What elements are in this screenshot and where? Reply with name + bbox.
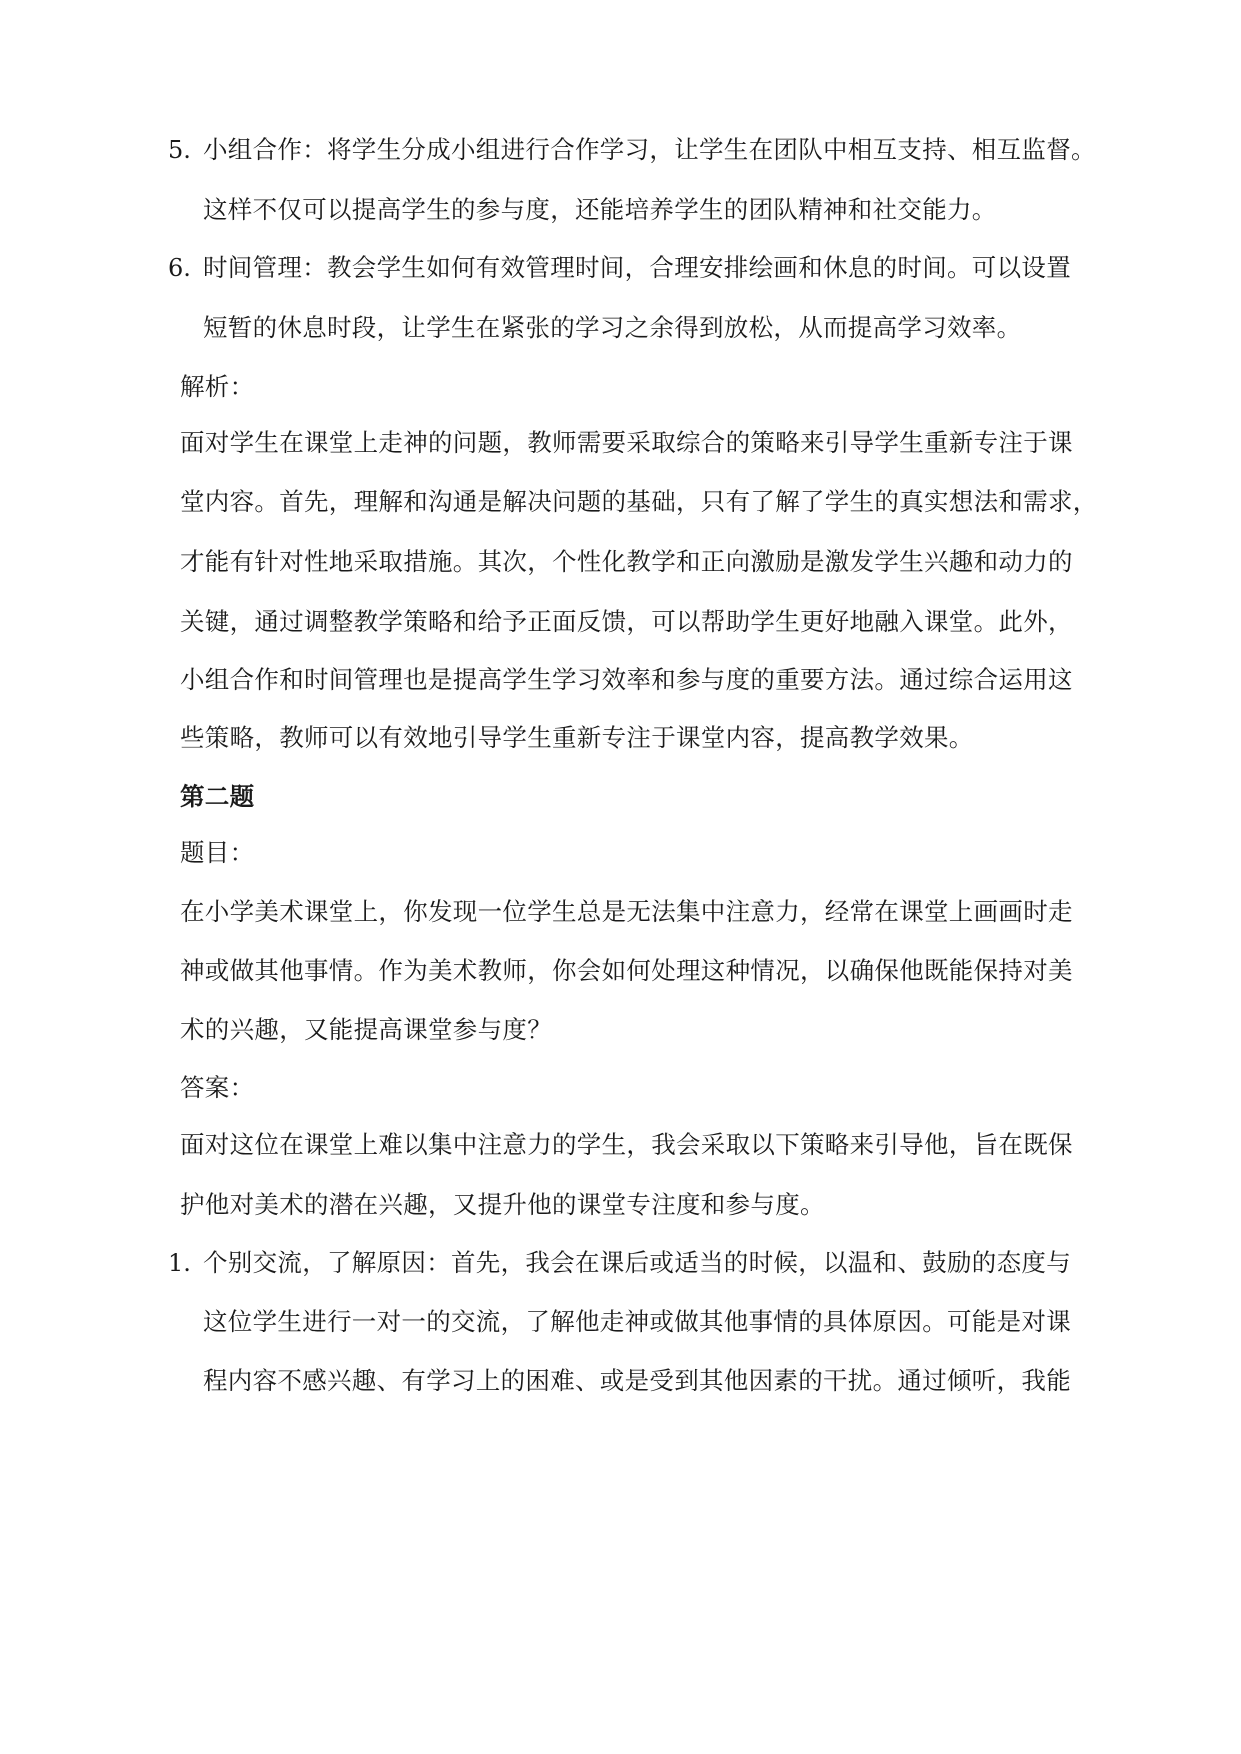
answer-label: 答案： [180,1073,255,1102]
section-heading: 第二题 [180,782,255,811]
answer-line: 护他对美术的潜在兴趣，又提升他的课堂专注度和参与度。 [180,1190,825,1219]
analysis-line: 小组合作和时间管理也是提高学生学习效率和参与度的重要方法。通过综合运用这 [180,665,1073,694]
list-number: 1. [168,1249,191,1277]
prompt-line: 神或做其他事情。作为美术教师，你会如何处理这种情况，以确保他既能保持对美 [180,956,1073,985]
prompt-label: 题目： [180,838,255,867]
analysis-line: 关键，通过调整教学策略和给予正面反馈，可以帮助学生更好地融入课堂。此外， [180,607,1073,636]
analysis-line: 面对学生在课堂上走神的问题，教师需要采取综合的策略来引导学生重新专注于课 [180,428,1073,457]
list-item-line: 这样不仅可以提高学生的参与度，还能培养学生的团队精神和社交能力。 [203,195,997,224]
analysis-label: 解析： [180,372,255,401]
list-item-line: 个别交流，了解原因：首先，我会在课后或适当的时候，以温和、鼓励的态度与 [203,1248,1071,1277]
list-item-line: 小组合作：将学生分成小组进行合作学习，让学生在团队中相互支持、相互监督。 [203,135,1096,164]
analysis-line: 堂内容。首先，理解和沟通是解决问题的基础，只有了解了学生的真实想法和需求， [180,487,1098,516]
answer-line: 面对这位在课堂上难以集中注意力的学生，我会采取以下策略来引导他，旨在既保 [180,1130,1073,1159]
list-item-line: 时间管理：教会学生如何有效管理时间，合理安排绘画和休息的时间。可以设置 [203,253,1071,282]
list-item-line: 这位学生进行一对一的交流，了解他走神或做其他事情的具体原因。可能是对课 [203,1307,1071,1336]
list-item-line: 短暂的休息时段，让学生在紧张的学习之余得到放松，从而提高学习效率。 [203,313,1022,342]
list-number: 5. [168,136,191,164]
analysis-line: 才能有针对性地采取措施。其次，个性化教学和正向激励是激发学生兴趣和动力的 [180,547,1073,576]
list-item-line: 程内容不感兴趣、有学习上的困难、或是受到其他因素的干扰。通过倾听，我能 [203,1366,1071,1395]
prompt-line: 在小学美术课堂上，你发现一位学生总是无法集中注意力，经常在课堂上画画时走 [180,897,1073,926]
prompt-line: 术的兴趣，又能提高课堂参与度？ [180,1015,552,1044]
analysis-line: 些策略，教师可以有效地引导学生重新专注于课堂内容，提高教学效果。 [180,723,974,752]
list-number: 6. [168,254,191,282]
